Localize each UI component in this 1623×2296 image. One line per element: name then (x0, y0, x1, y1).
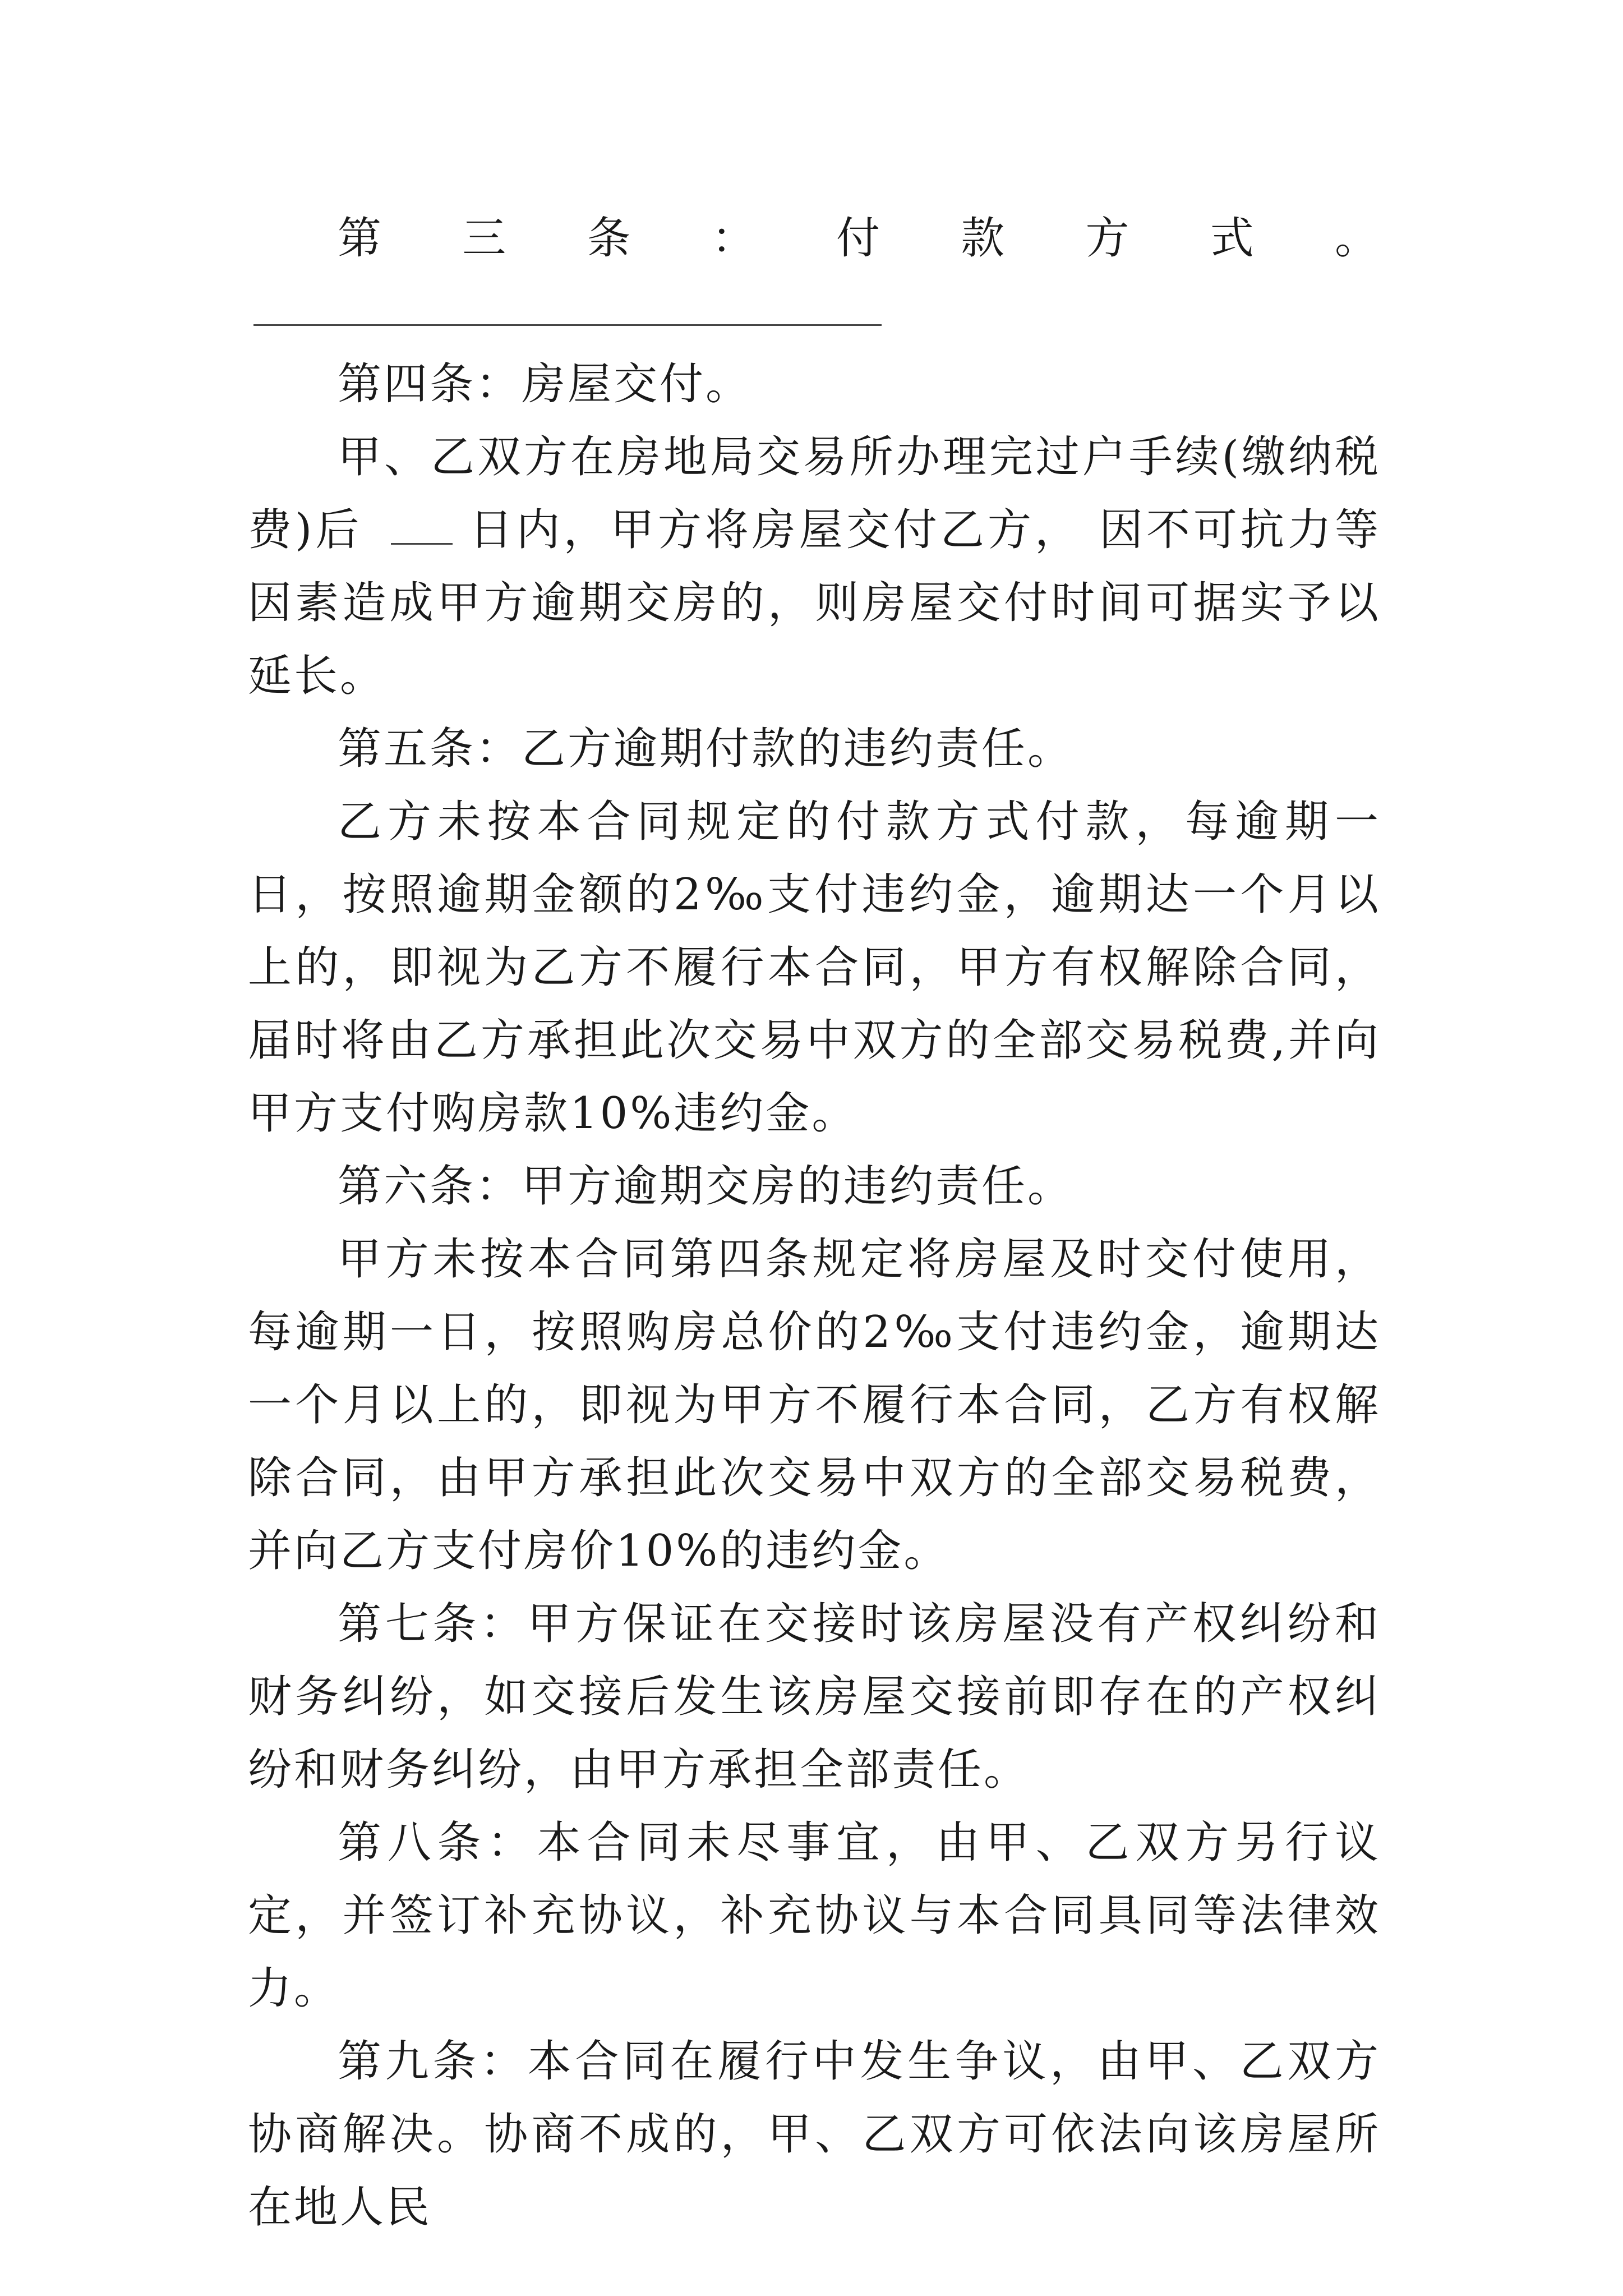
article-6-heading: 第六条：甲方逾期交房的违约责任。 (338, 1161, 1074, 1212)
contract-body (248, 202, 1381, 2244)
delivery-days-blank (391, 504, 453, 545)
article-4-body (248, 421, 1381, 712)
article-6-body: 甲方未按本合同第四条规定将房屋及时交付使用，每逾期一日，按照购房总价的2‰支付违约金，逾期达一个月以上的，即视为甲方不履行本合同，乙方有权解除合同，由甲方承担此次交易中双方的全部交易税费，并向乙方支付房价10%的违约金。 (248, 1234, 1381, 1576)
article-5-body: 乙方未按本合同规定的付款方式付款，每逾期一日，按照逾期金额的2‰支付违约金，逾期达一个月以上的，即视为乙方不履行本合同，甲方有权解除合同，届时将由乙方承担此次交易中双方的全部交易税费,并向甲方支付购房款10%违约金。 (248, 797, 1381, 1139)
payment-method-blank (253, 285, 882, 326)
article-4-body-part1: 甲、乙双方在房地局交易所办理完过户手续(缴纳税费)后 (248, 432, 1381, 555)
article-3 (248, 202, 1381, 348)
article-4-heading: 第四条：房屋交付。 (338, 359, 752, 409)
article-8: 第八条：本合同未尽事宜，由甲、乙双方另行议定，并签订补充协议，补充协议与本合同具同等法律效力。 (248, 1818, 1381, 2014)
article-9: 第九条：本合同在履行中发生争议，由甲、乙双方协商解决。协商不成的，甲、乙双方可依法向该房屋所在地人民 (248, 2036, 1381, 2233)
article-5-heading: 第五条：乙方逾期付款的违约责任。 (338, 724, 1074, 774)
article-4-body-part2: 日内，甲方将房屋交付乙方， 因不可抗力等因素造成甲方逾期交房的，则房屋交付时间可据实予以延长。 (248, 505, 1381, 701)
article-7: 第七条：甲方保证在交接时该房屋没有产权纠纷和财务纠纷，如交接后发生该房屋交接前即存在的产权纠纷和财务纠纷，由甲方承担全部责任。 (248, 1599, 1381, 1795)
article-3-text: 第三条：付款方式。 (338, 213, 1381, 264)
